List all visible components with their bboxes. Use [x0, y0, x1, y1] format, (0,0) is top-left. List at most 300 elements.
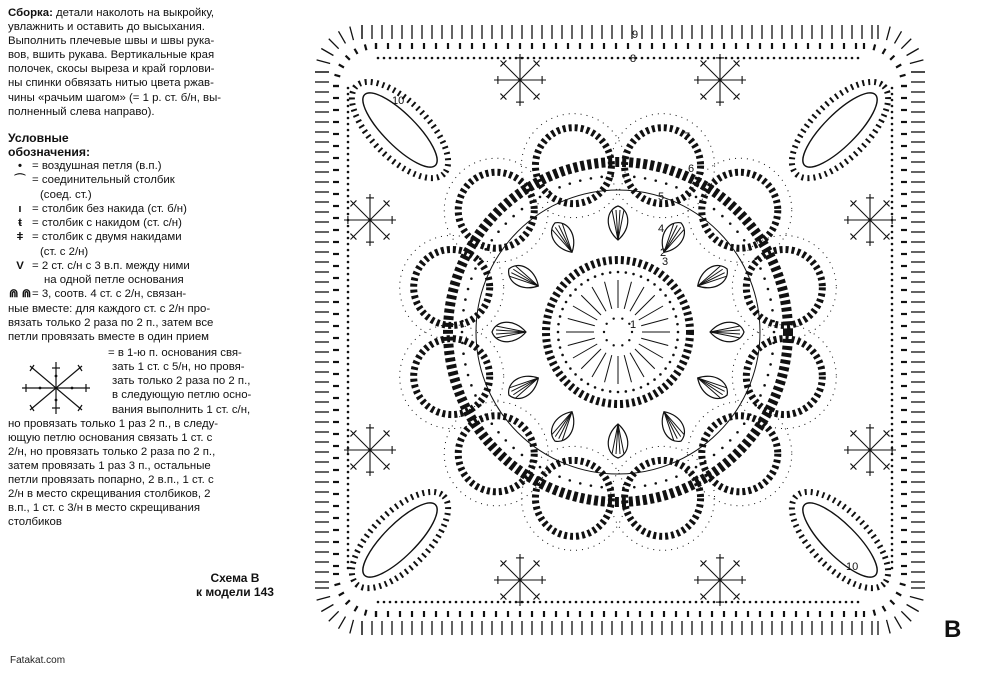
- chain-dot: [443, 601, 446, 604]
- chain-dot: [347, 501, 350, 504]
- chain-dot: [827, 601, 830, 604]
- chain-dot: [721, 215, 724, 218]
- chain-dot: [737, 57, 740, 60]
- chain-dot: [551, 601, 554, 604]
- chain-dot: [891, 123, 894, 126]
- chain-dot: [675, 475, 678, 478]
- center-stitch: [605, 282, 612, 309]
- chain-dot: [754, 257, 757, 260]
- chain-dot: [563, 57, 566, 60]
- chain-dot: [809, 57, 812, 60]
- border-stitch: [900, 584, 906, 586]
- chain-dot: [347, 315, 350, 318]
- chain-dot: [437, 601, 440, 604]
- chain-dot: [601, 389, 604, 392]
- cluster-stitch-icon: [504, 261, 543, 295]
- chain-dot: [590, 177, 593, 180]
- chain-dot: [347, 495, 350, 498]
- chain-dot: [569, 601, 572, 604]
- chain-dot: [479, 57, 482, 60]
- chain-dot: [580, 378, 583, 381]
- center-stitch: [641, 338, 668, 345]
- chain-dot: [785, 601, 788, 604]
- chain-dot: [347, 123, 350, 126]
- chain-dot: [611, 601, 614, 604]
- border-stitch: [329, 611, 339, 621]
- chain-dot: [479, 601, 482, 604]
- row-number-label: 9: [632, 29, 639, 41]
- chain-dot: [473, 57, 476, 60]
- chain-dot: [419, 601, 422, 604]
- border-stitch: [334, 584, 340, 586]
- chain-dot: [490, 422, 493, 425]
- border-stitch: [887, 620, 891, 634]
- chain-dot: [347, 393, 350, 396]
- chain-dot: [539, 601, 542, 604]
- chain-dot: [891, 261, 894, 264]
- chain-dot: [891, 117, 894, 120]
- chain-dot: [474, 267, 477, 270]
- chain-dot: [677, 331, 680, 334]
- chain-dot: [713, 57, 716, 60]
- chain-dot: [736, 230, 739, 233]
- chain-dot: [565, 301, 568, 304]
- chain-dot: [347, 285, 350, 288]
- legend-item: [8, 259, 300, 273]
- chain-dot: [539, 196, 542, 199]
- chain-dot: [479, 257, 482, 260]
- chain-dot: [891, 111, 894, 114]
- chain-dot: [347, 459, 350, 462]
- chain-dot: [654, 482, 657, 485]
- border-stitch: [329, 39, 339, 49]
- chain-dot: [347, 321, 350, 324]
- chain-dot: [347, 141, 350, 144]
- border-stitch: [883, 606, 886, 611]
- cluster-stitch-icon: [547, 218, 581, 257]
- chain-dot: [497, 431, 500, 434]
- border-stitch: [896, 65, 901, 68]
- chain-dot: [347, 567, 350, 570]
- chain-dot: [653, 601, 656, 604]
- chain-dot: [797, 601, 800, 604]
- legend-item: [8, 287, 300, 301]
- chain-dot: [464, 298, 467, 301]
- chain-dot: [587, 57, 590, 60]
- chain-dot: [347, 135, 350, 138]
- chain-dot: [769, 298, 772, 301]
- chain-dot: [623, 601, 626, 604]
- chain-dot: [891, 423, 894, 426]
- chain-dot: [347, 225, 350, 228]
- chain-dot: [891, 561, 894, 564]
- chain-dot: [891, 309, 894, 312]
- chain-dot: [611, 175, 614, 178]
- assembly-line: чины «рачьим шагом» (= 1 р. ст. б/н, вы-: [8, 91, 222, 104]
- chain-dot: [593, 601, 596, 604]
- chain-dot: [347, 177, 350, 180]
- chain-dot: [665, 479, 668, 482]
- legend-item: [8, 216, 300, 230]
- cluster-stitch-icon: [710, 322, 744, 342]
- chain-dot: [736, 431, 739, 434]
- border-stitch: [334, 75, 340, 77]
- chain-dot: [641, 57, 644, 60]
- legend-item: [8, 202, 300, 216]
- border-stitch: [317, 60, 331, 64]
- chain-dot: [653, 57, 656, 60]
- chain-dot: [347, 435, 350, 438]
- legend-text: = воздушная петля (в.п.): [32, 159, 162, 172]
- border-stitch: [901, 39, 911, 49]
- chain-dot: [587, 279, 590, 282]
- chain-dot: [529, 460, 532, 463]
- legend-line: вязать только 2 раза по 2 п., затем все: [8, 316, 214, 329]
- row-number-label: 7: [684, 131, 691, 143]
- border-stitch: [900, 75, 906, 77]
- chain-dot: [603, 331, 605, 333]
- chain-dot: [891, 177, 894, 180]
- chain-dot: [455, 601, 458, 604]
- chain-dot: [731, 601, 734, 604]
- chain-dot: [347, 405, 350, 408]
- chain-dot: [521, 454, 524, 457]
- chain-dot: [891, 483, 894, 486]
- chain-dot: [437, 57, 440, 60]
- chain-dot: [617, 391, 620, 394]
- chain-dot: [891, 333, 894, 336]
- chain-dot: [539, 57, 542, 60]
- chain-dot: [891, 357, 894, 360]
- assembly-line: полненный слева направо).: [8, 105, 155, 118]
- chain-dot: [683, 57, 686, 60]
- chain-dot: [749, 248, 752, 251]
- chain-dot: [347, 471, 350, 474]
- chain-dot: [347, 489, 350, 492]
- chain-dot: [617, 271, 620, 274]
- chain-dot: [347, 237, 350, 240]
- legend-text: = столбик без накида (ст. б/н): [32, 202, 187, 215]
- chain-dot: [763, 277, 766, 280]
- chain-dot: [347, 561, 350, 564]
- chain-dot: [557, 323, 560, 326]
- chain-dot: [527, 57, 530, 60]
- chain-dot: [772, 342, 775, 345]
- legend-line: ющую петлю основания связать 1 ст. с: [8, 431, 213, 444]
- chain-dot: [659, 373, 662, 376]
- chain-dot: [347, 159, 350, 162]
- chain-dot: [497, 57, 500, 60]
- assembly-line: полочек, скосы выреза и край горлови-: [8, 63, 215, 76]
- cluster-stitch-icon: [656, 407, 690, 446]
- chain-dot: [633, 176, 636, 179]
- chain-dot: [868, 218, 871, 221]
- border-stitch: [895, 31, 902, 43]
- chain-dot: [731, 57, 734, 60]
- chain-dot: [891, 513, 894, 516]
- center-stitch: [605, 355, 612, 382]
- legend-line: 2/н, но провязать только 2 раза по 2 п.,: [8, 445, 216, 458]
- chain-dot: [891, 291, 894, 294]
- chain-dot: [833, 57, 836, 60]
- chain-dot: [347, 129, 350, 132]
- chain-dot: [773, 331, 776, 334]
- chain-dot: [347, 261, 350, 264]
- chain-dot: [347, 303, 350, 306]
- row-number-label: 10: [846, 561, 859, 573]
- legend-text-cont: на одной петле основания: [44, 274, 184, 287]
- chain-dot: [833, 601, 836, 604]
- watermark: Fatakat.com: [10, 655, 66, 666]
- chain-dot: [473, 601, 476, 604]
- legend-line: в.п., 1 ст. с 3/н в место скрещивания: [8, 502, 200, 515]
- chain-dot: [891, 477, 894, 480]
- caption-line-1: Схема В: [210, 571, 260, 585]
- chain-dot: [443, 57, 446, 60]
- legend-line: ные вместе: для каждого ст. с 2/н про-: [8, 302, 211, 315]
- chain-dot: [347, 117, 350, 120]
- chain-dot: [771, 352, 774, 355]
- chain-dot: [347, 189, 350, 192]
- chain-dot: [707, 57, 710, 60]
- border-stitch: [339, 65, 344, 68]
- star-symbol-paragraph: [8, 346, 300, 529]
- legend-symbol-icon: ǂ: [16, 231, 24, 244]
- chain-dot: [891, 375, 894, 378]
- border-stitch: [896, 593, 901, 596]
- chain-dot: [561, 354, 564, 357]
- cluster-stitch-icon: [547, 407, 581, 446]
- chain-dot: [599, 601, 602, 604]
- chain-dot: [640, 275, 643, 278]
- caption-line-2: к модели 143: [196, 585, 274, 599]
- chain-dot: [557, 57, 560, 60]
- chain-dot: [857, 57, 860, 60]
- legend-item: [8, 173, 300, 187]
- chain-dot: [470, 384, 473, 387]
- legend-symbol-icon: ŧ: [18, 217, 22, 230]
- chain-dot: [891, 381, 894, 384]
- legend-item: [8, 159, 300, 173]
- chain-dot: [413, 57, 416, 60]
- chain-dot: [891, 303, 894, 306]
- chain-dot: [707, 601, 710, 604]
- chain-dot: [347, 165, 350, 168]
- corner-leaf-motif: [776, 66, 903, 193]
- chain-dot: [718, 578, 721, 581]
- chain-dot: [383, 57, 386, 60]
- border-stitch: [350, 27, 354, 41]
- cluster-stitch-icon: [608, 206, 628, 240]
- border-stitch: [339, 31, 346, 43]
- chain-dot: [484, 413, 487, 416]
- chain-dot: [389, 57, 392, 60]
- corner-leaf-motif: [776, 476, 903, 603]
- chain-dot: [647, 57, 650, 60]
- chain-dot: [769, 363, 772, 366]
- chain-dot: [600, 486, 603, 489]
- chain-dot: [518, 578, 521, 581]
- chain-dot: [631, 331, 633, 333]
- chain-dot: [484, 248, 487, 251]
- chain-dot: [628, 339, 630, 341]
- chain-dot: [755, 601, 758, 604]
- star-full-lines: [8, 417, 300, 530]
- border-stitch: [339, 593, 344, 596]
- chain-dot: [548, 190, 551, 193]
- border-stitch: [321, 49, 333, 56]
- cluster-stitch-icon: [608, 424, 628, 458]
- chain-dot: [455, 57, 458, 60]
- chain-dot: [558, 186, 561, 189]
- chain-dot: [529, 201, 532, 204]
- chain-dot: [347, 273, 350, 276]
- chain-dot: [347, 333, 350, 336]
- chain-dot: [647, 383, 650, 386]
- row-number-label: 4: [658, 223, 665, 235]
- chain-dot: [521, 208, 524, 211]
- chain-dot: [891, 339, 894, 342]
- chain-dot: [617, 601, 620, 604]
- chain-dot: [891, 555, 894, 558]
- chain-dot: [533, 57, 536, 60]
- chain-dot: [347, 291, 350, 294]
- chain-dot: [868, 448, 871, 451]
- chain-dot: [685, 471, 688, 474]
- chain-dot: [891, 387, 894, 390]
- chain-dot: [503, 601, 506, 604]
- chain-dot: [891, 435, 894, 438]
- cluster-stitch-icon: [693, 370, 732, 404]
- chain-dot: [347, 429, 350, 432]
- border-stitch: [321, 605, 333, 612]
- legend-line: зать только 2 раза по 2 п.,: [112, 375, 251, 388]
- chain-dot: [689, 601, 692, 604]
- chain-dot: [407, 601, 410, 604]
- chain-dot: [574, 373, 577, 376]
- border-stitch: [355, 49, 358, 54]
- chain-dot: [665, 57, 668, 60]
- chain-dot: [749, 57, 752, 60]
- chain-dot: [347, 543, 350, 546]
- assembly-line: увлажнить и оставить до высыхания.: [8, 21, 205, 34]
- chain-dot: [761, 57, 764, 60]
- chain-dot: [891, 237, 894, 240]
- chain-dot: [509, 601, 512, 604]
- border-stitch: [355, 606, 358, 611]
- chain-dot: [743, 57, 746, 60]
- chain-dot: [347, 267, 350, 270]
- legend-text: = 2 ст. с/н с 3 в.п. между ними: [32, 259, 190, 272]
- chain-dot: [891, 465, 894, 468]
- chain-dot: [449, 601, 452, 604]
- chain-dot: [633, 486, 636, 489]
- chain-dot: [891, 231, 894, 234]
- assembly-lines: [8, 20, 300, 119]
- chain-dot: [675, 346, 678, 349]
- chain-dot: [815, 601, 818, 604]
- chain-dot: [695, 196, 698, 199]
- left-text-column: [8, 6, 300, 529]
- chain-dot: [654, 179, 657, 182]
- chain-dot: [827, 57, 830, 60]
- row-number-label: 2: [660, 247, 667, 259]
- chain-dot: [622, 175, 625, 178]
- chain-dot: [803, 57, 806, 60]
- chain-dot: [625, 390, 628, 393]
- chain-dot: [891, 273, 894, 276]
- chain-dot: [545, 601, 548, 604]
- chain-dot: [401, 601, 404, 604]
- chain-dot: [713, 208, 716, 211]
- chain-dot: [395, 57, 398, 60]
- chain-dot: [347, 231, 350, 234]
- chain-dot: [891, 393, 894, 396]
- chain-dot: [743, 239, 746, 242]
- chain-dot: [467, 57, 470, 60]
- chain-dot: [601, 273, 604, 276]
- chain-dot: [767, 288, 770, 291]
- chain-dot: [461, 331, 464, 334]
- chain-dot: [767, 374, 770, 377]
- chain-dot: [497, 230, 500, 233]
- chain-dot: [695, 466, 698, 469]
- chain-dot: [701, 57, 704, 60]
- chain-dot: [347, 339, 350, 342]
- chain-dot: [395, 601, 398, 604]
- legend-line: столбиков: [8, 516, 62, 529]
- chain-dot: [600, 176, 603, 179]
- chain-dot: [729, 439, 732, 442]
- chain-dot: [575, 57, 578, 60]
- chain-dot: [647, 601, 650, 604]
- chain-dot: [568, 479, 571, 482]
- chain-dot: [659, 57, 662, 60]
- border-stitch: [365, 44, 367, 50]
- chain-dot: [632, 273, 635, 276]
- chain-dot: [347, 369, 350, 372]
- chain-dot: [701, 601, 704, 604]
- chain-dot: [609, 390, 612, 393]
- chain-dot: [569, 57, 572, 60]
- chain-dot: [891, 87, 894, 90]
- chain-dot: [611, 487, 614, 490]
- border-stitch: [890, 56, 894, 60]
- chain-dot: [640, 386, 643, 389]
- chain-dot: [377, 57, 380, 60]
- legend-joined-description: [8, 302, 300, 344]
- chain-dot: [461, 320, 464, 323]
- chain-dot: [347, 345, 350, 348]
- chain-dot: [891, 141, 894, 144]
- chain-dot: [891, 537, 894, 540]
- chain-dot: [891, 159, 894, 162]
- border-stitch: [339, 617, 346, 629]
- chain-dot: [557, 339, 560, 342]
- chain-dot: [612, 344, 614, 346]
- chain-dot: [347, 243, 350, 246]
- cluster-stitch-icon: [693, 261, 732, 295]
- chain-dot: [891, 411, 894, 414]
- chain-dot: [653, 283, 656, 286]
- chain-dot: [605, 57, 608, 60]
- row-number-label: 8: [630, 53, 637, 65]
- chain-dot: [587, 383, 590, 386]
- corner-leaf-motif: [336, 66, 463, 193]
- legend-title: [8, 131, 300, 159]
- chain-dot: [621, 317, 623, 319]
- chain-dot: [565, 361, 568, 364]
